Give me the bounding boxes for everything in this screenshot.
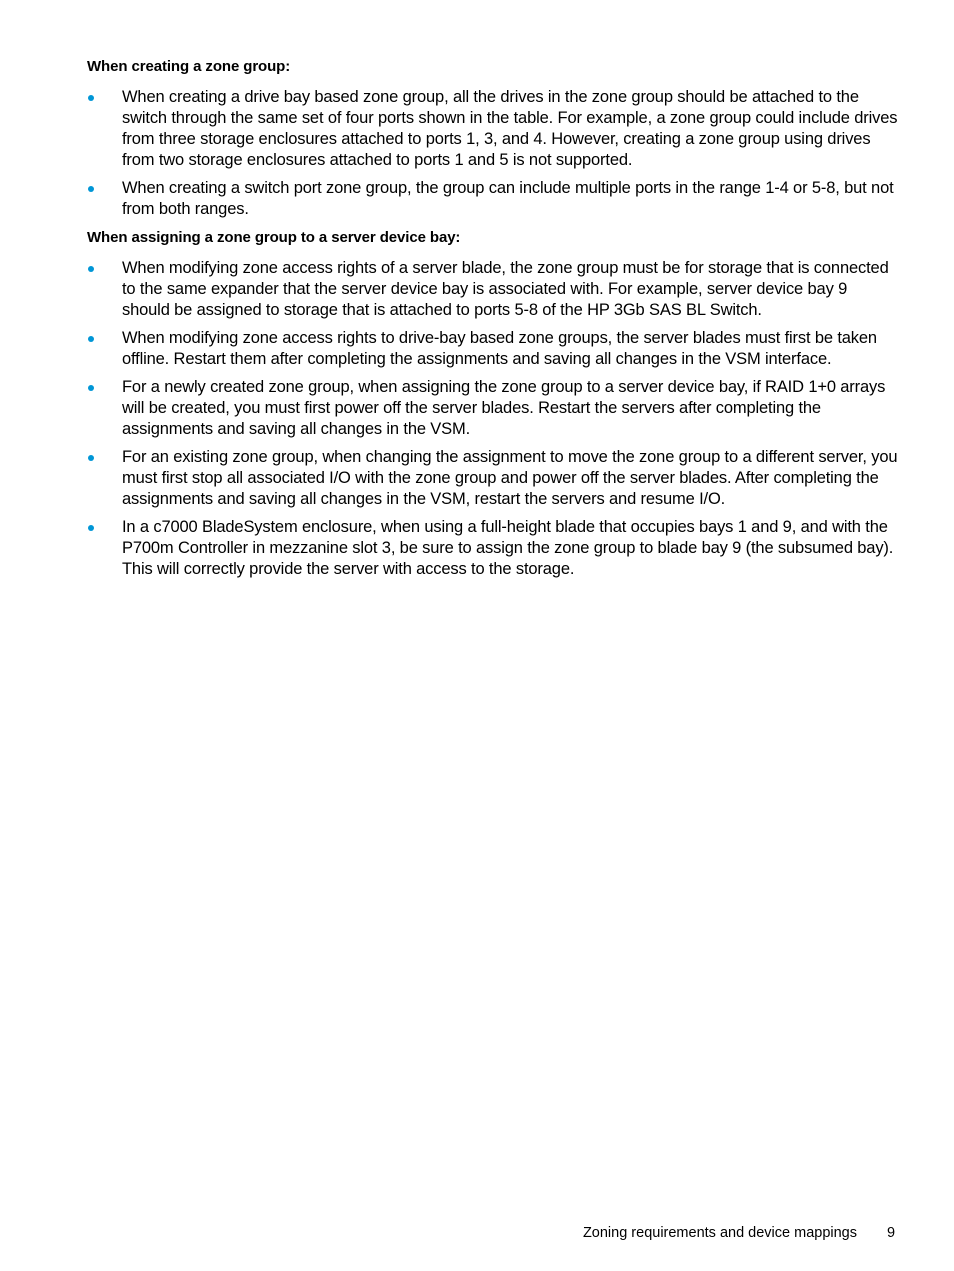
- list-item: [87, 258, 899, 321]
- section-heading: When assigning a zone group to a server device bay:: [87, 229, 461, 246]
- list-item: [87, 178, 899, 220]
- document-body: [87, 56, 899, 587]
- list-item: [87, 377, 899, 440]
- bullet-icon: [88, 455, 94, 461]
- bullet-icon: [88, 525, 94, 531]
- page-number: 9: [887, 1225, 896, 1241]
- list-item-text: For an existing zone group, when changing the assignment to move the zone group to a different server, you must first stop all associated I/O with the zone group and power off the server blades. After completing the assignments and saving all changes in the VSM, restart the servers and resume I/O.: [122, 448, 898, 508]
- section-assigning-zone-group: [87, 227, 899, 580]
- list-item: [87, 517, 899, 580]
- list-item: [87, 447, 899, 510]
- list-item-text: For a newly created zone group, when assigning the zone group to a server device bay, if RAID 1+0 arrays will be created, you must first power off the server blades. Restart the servers after completing the assignments and saving all changes in the VSM.: [122, 378, 886, 438]
- bullet-icon: [88, 266, 94, 272]
- bullet-icon: [88, 95, 94, 101]
- list-item-text: In a c7000 BladeSystem enclosure, when using a full-height blade that occupies bays 1 and 9, and with the P700m Controller in mezzanine slot 3, be sure to assign the zone group to blade bay 9 (the subsumed bay). This will correctly provide the server with access to the storage.: [122, 518, 894, 578]
- list-item: [87, 328, 899, 370]
- list-item-text: When modifying zone access rights to drive-bay based zone groups, the server blades must first be taken offline. Restart them after completing the assignments and saving all changes in the VSM interface.: [122, 329, 877, 368]
- footer-section-title: Zoning requirements and device mappings: [582, 1225, 857, 1241]
- bullet-icon: [88, 336, 94, 342]
- bullet-icon: [88, 385, 94, 391]
- list-item-text: When creating a switch port zone group, the group can include multiple ports in the range 1-4 or 5-8, but not from both ranges.: [122, 179, 894, 218]
- list-item-text: When creating a drive bay based zone group, all the drives in the zone group should be attached to the switch through the same set of four ports shown in the table. For example, a zone group could include drives from three storage enclosures attached to ports 1, 3, and 4. However, creating a zone group using drives from two storage enclosures attached to ports 1 and 5 is not supported.: [122, 88, 898, 169]
- bullet-list: [87, 258, 899, 580]
- list-item: [87, 87, 899, 171]
- section-heading: When creating a zone group:: [87, 58, 291, 75]
- bullet-list: [87, 87, 899, 220]
- list-item-text: When modifying zone access rights of a server blade, the zone group must be for storage that is connected to the same expander that the server device bay is associated with. For example, server device bay 9 should be assigned to storage that is attached to ports 5-8 of the HP 3Gb SAS BL Switch.: [122, 259, 889, 319]
- page-footer: [0, 1223, 954, 1243]
- section-creating-zone-group: [87, 56, 899, 220]
- bullet-icon: [88, 186, 94, 192]
